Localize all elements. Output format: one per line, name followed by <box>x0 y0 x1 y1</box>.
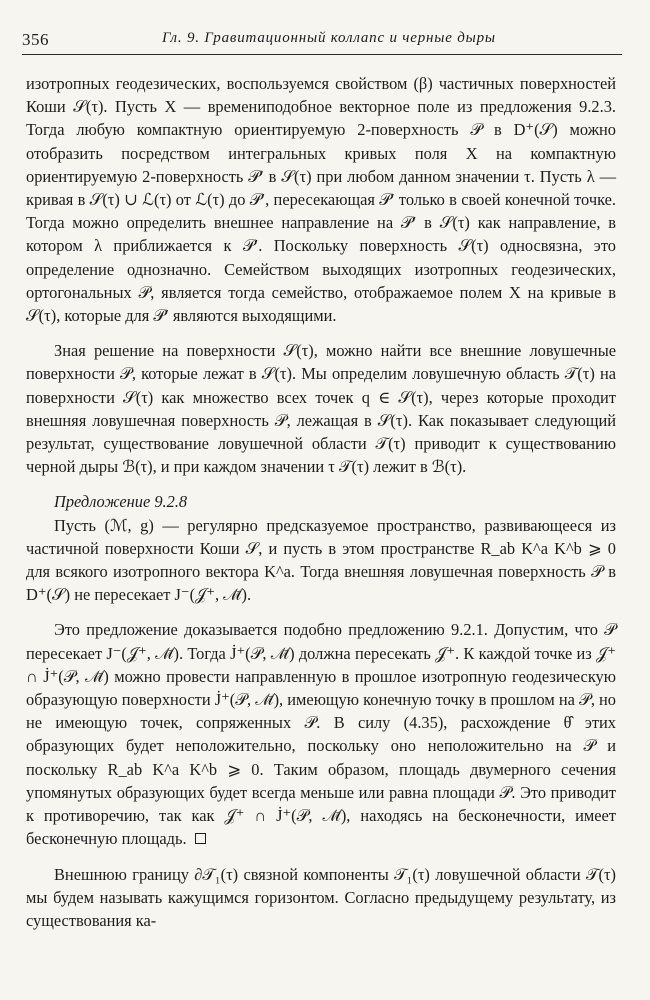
body-text <box>26 72 616 932</box>
qed-square-icon <box>195 833 206 844</box>
paragraph: Зная решение на поверхности 𝒮(τ), можно найти все внешние ловушечные поверхности 𝒫, которые лежат в 𝒮(τ). Мы определим ловушечную область 𝒯(τ) на поверхности 𝒮(τ) как множество всех точек q ∈ 𝒮(τ), через которые проходит внешняя ловушечная поверхность 𝒫, лежащая в 𝒮(τ). Как показывает следующий результат, существование ловушечной области 𝒯(τ) приводит к существованию черной дыры ℬ(τ), и при каждом значении τ 𝒯(τ) лежит в ℬ(τ). <box>26 341 616 477</box>
proof-paragraph <box>26 618 616 850</box>
proposition-title: Предложение 9.2.8 <box>54 492 188 512</box>
page-header <box>22 30 622 55</box>
page-number: 356 <box>22 30 49 49</box>
paragraph: изотропных геодезических, воспользуемся свойством (β) частичных поверхностей Коши 𝒮(τ). Пусть X — времениподобное векторное поле из предложения 9.2.3. Тогда любую компактную ориентируемую 2-поверхность 𝒫 в D⁺(𝒮) можно отобразить посредством интегральных кривых поля X на компактную ориентируемую 2-поверхность 𝒫′ в 𝒮(τ) при любом данном значении τ. Пусть λ — кривая в 𝒮(τ) ∪ ℒ(τ) от ℒ(τ) до 𝒫′, пересекающая 𝒫′ только в своей конечной точке. Тогда можно определить внешнее направление на 𝒫′ в 𝒮(τ) как направление, в котором λ приближается к 𝒫′. Поскольку поверхность 𝒮(τ) односвязна, это определение однозначно. Семейством выходящих изотропных геодезических, ортогональных 𝒫, является тогда семейство, отображаемое полем X на кривые в 𝒮(τ), которые для 𝒫′ являются выходящими. <box>26 74 616 326</box>
proof-text: Это предложение доказывается подобно предложению 9.2.1. Допустим, что 𝒫 пересекает J⁻(𝒥⁺, ℳ̄). Тогда J̇⁺(𝒫, ℳ̄) должна пересекать 𝒥⁺. К каждой точке из 𝒥⁺ ∩ J̇⁺(𝒫, ℳ̄) можно провести направленную в прошлое изотропную геодезическую образующую поверхности J̇⁺(𝒫, ℳ̄), имеющую конечную точку в прошлом на 𝒫, но не имеющую точек, сопряженных 𝒫. В силу (4.35), расхождение θ̂ этих образующих будет неположительно, поскольку оно неположительно на 𝒫 и поскольку R_ab K^a K^b ⩾ 0. Таким образом, площадь двумерного сечения упомянутых образующих будет всегда меньше или равна площади 𝒫. Это приводит к противоречию, так как 𝒥⁺ ∩ J̇⁺(𝒫, ℳ̄), находясь на бесконечности, имеет бесконечную площадь. <box>26 620 617 849</box>
running-head: Гл. 9. Гравитационный коллапс и черные дыры <box>162 30 496 46</box>
proposition-statement: Пусть (ℳ, g) — регулярно предсказуемое пространство, развивающееся из частичной поверхности Коши 𝒮, и пусть в этом пространстве R_ab K^a K^b ⩾ 0 для всякого изотропного вектора K^a. Тогда внешняя ловушечная поверхность 𝒫 в D⁺(𝒮) не пересекает J⁻(𝒥⁺, ℳ̄). <box>26 515 616 605</box>
paragraph: Внешнюю границу ∂𝒯₁(τ) связной компоненты 𝒯₁(τ) ловушечной области 𝒯(τ) мы будем называть кажущимся горизонтом. Согласно предыдущему результату, из существования ка- <box>26 864 616 930</box>
